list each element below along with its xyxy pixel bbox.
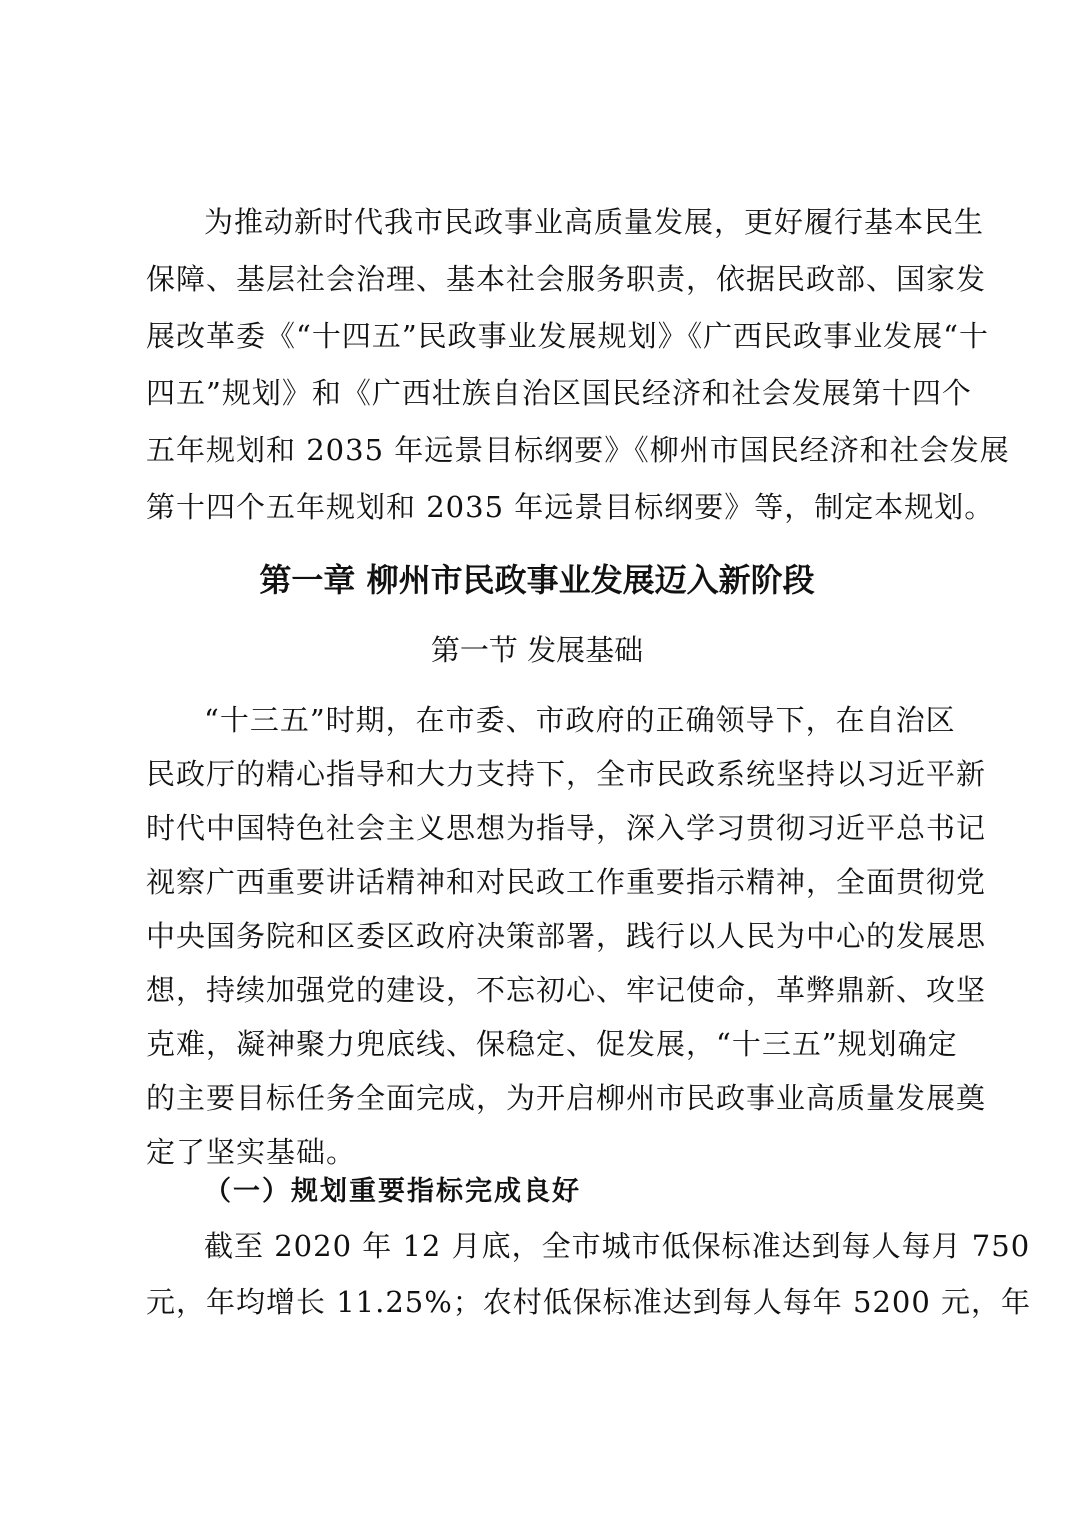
paragraph-line: 四五”规划》和《广西壮族自治区国民经济和社会发展第十四个 (146, 376, 972, 410)
paragraph-line: 民政厅的精心指导和大力支持下，全市民政系统坚持以习近平新 (146, 757, 987, 791)
paragraph-line: 展改革委《“十四五”民政事业发展规划》《广西民政事业发展“十 (146, 319, 989, 353)
paragraph-line: 截至 2020 年 12 月底，全市城市低保标准达到每人每月 750 (204, 1229, 1031, 1263)
paragraph-line: “十三五”时期，在市委、市政府的正确领导下，在自治区 (204, 703, 956, 737)
sub-heading: （一）规划重要指标完成良好 (204, 1176, 581, 1207)
paragraph-line: 定了坚实基础。 (146, 1135, 357, 1169)
paragraph-line: 克难，凝神聚力兜底线、保稳定、促发展，“十三五”规划确定 (146, 1027, 958, 1061)
paragraph-line: 时代中国特色社会主义思想为指导，深入学习贯彻习近平总书记 (146, 811, 987, 845)
chapter-title: 第一章 柳州市民政事业发展迈入新阶段 (259, 561, 815, 599)
paragraph-line: 想，持续加强党的建设，不忘初心、牢记使命，革弊鼎新、攻坚 (146, 973, 987, 1007)
paragraph-line: 为推动新时代我市民政事业高质量发展，更好履行基本民生 (204, 205, 985, 239)
paragraph-line: 视察广西重要讲话精神和对民政工作重要指示精神，全面贯彻党 (146, 865, 987, 899)
paragraph-line: 五年规划和 2035 年远景目标纲要》《柳州市国民经济和社会发展 (146, 433, 1010, 467)
section-title: 第一节 发展基础 (430, 633, 644, 667)
paragraph-line: 保障、基层社会治理、基本社会服务职责，依据民政部、国家发 (146, 262, 987, 296)
paragraph-line: 中央国务院和区委区政府决策部署，践行以人民为中心的发展思 (146, 919, 987, 953)
paragraph-line: 的主要目标任务全面完成，为开启柳州市民政事业高质量发展奠 (146, 1081, 987, 1115)
paragraph-line: 第十四个五年规划和 2035 年远景目标纲要》等，制定本规划。 (146, 490, 995, 524)
paragraph-line: 元，年均增长 11.25%；农村低保标准达到每人每年 5200 元，年 (146, 1285, 1032, 1319)
